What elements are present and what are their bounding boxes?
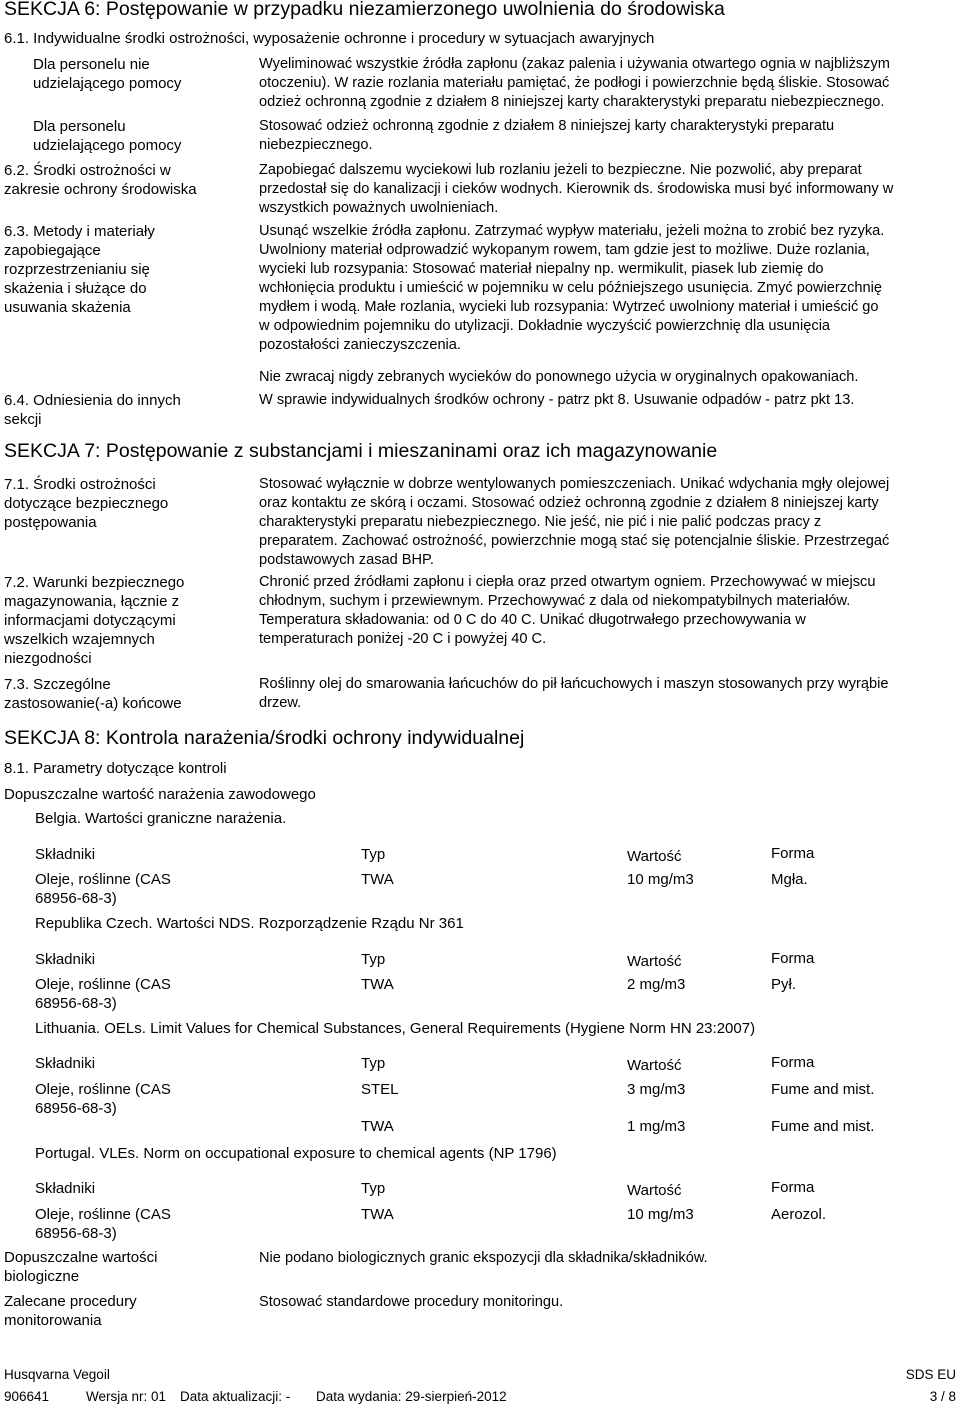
footer-product: Husqvarna Vegoil xyxy=(4,1367,110,1382)
subsection-6-1-title: 6.1. Indywidualne środki ostrożności, wyposażenie ochronne i procedury w sytuacjach awaryjnych xyxy=(4,30,655,47)
header-type: Typ xyxy=(361,951,386,968)
table-cell-form: Fume and mist. xyxy=(771,1081,875,1098)
label-7-2: 7.2. Warunki bezpiecznego magazynowania, łącznie z informacjami dotyczącymi wszelkich wzajemnych niezgodności xyxy=(4,574,185,667)
table-cell-component: Oleje, roślinne (CAS 68956-68-3) xyxy=(35,1206,171,1242)
table-cell-component: Oleje, roślinne (CAS 68956-68-3) xyxy=(35,1081,171,1117)
table-cell-form: Fume and mist. xyxy=(771,1118,875,1135)
label-non-emergency-personnel: Dla personelu nie udzielającego pomocy xyxy=(33,56,182,92)
table-cell-type: TWA xyxy=(361,1118,394,1135)
table-title-czech: Republika Czech. Wartości NDS. Rozporządzenie Rządu Nr 361 xyxy=(35,915,464,932)
table-cell-type: TWA xyxy=(361,871,394,888)
table-title-lithuania: Lithuania. OELs. Limit Values for Chemical Substances, General Requirements (Hygiene Norm HN 23:2007) xyxy=(35,1020,756,1037)
header-components: Składniki xyxy=(35,1055,96,1072)
text-emergency-responders: Stosować odzież ochronną zgodnie z działem 8 niniejszej karty charakterystyki preparatu niebezpiecznego. xyxy=(259,118,835,153)
text-7-3: Roślinny olej do smarowania łańcuchów do pił łańcuchowych i maszyn stosowanych przy wyrąbie drzew. xyxy=(259,676,889,711)
table-title-portugal: Portugal. VLEs. Norm on occupational exposure to chemical agents (NP 1796) xyxy=(35,1145,557,1162)
table-cell-value: 1 mg/m3 xyxy=(627,1118,686,1135)
table-cell-type: TWA xyxy=(361,1206,394,1223)
text-6-4: W sprawie indywidualnych środków ochrony - patrz pkt 8. Usuwanie odpadów - patrz pkt 13. xyxy=(259,392,855,408)
text-non-emergency-personnel: Wyeliminować wszystkie źródła zapłonu (zakaz palenia i używania otwartego ognia w najbliższym otoczeniu). W razie rozlania materiału pamiętać, że podłogi i powierzchnie będą śliskie. Stosować odzież ochronną zgodnie z działem 8 niniejszej karty charakterystyki preparatu niebezpiecznego. xyxy=(259,56,890,110)
subsection-8-1-title: 8.1. Parametry dotyczące kontroli xyxy=(4,760,227,777)
footer-sds: SDS EU xyxy=(905,1367,956,1382)
footer-version: Wersja nr: 01 xyxy=(86,1389,167,1404)
label-6-3: 6.3. Metody i materiały zapobiegające rozprzestrzenianiu się skażenia i służące do usuwania skażenia xyxy=(4,223,155,316)
text-6-2: Zapobiegać dalszemu wyciekowi lub rozlaniu jeżeli to bezpieczne. Nie pozwolić, aby preparat przedostał się do kanalizacji i cieków wodnych. Kierownik ds. środowiska musi być informowany w wszystkich poważnych uwolnieniach. xyxy=(259,162,894,216)
label-6-4: 6.4. Odniesienia do innych sekcji xyxy=(4,392,181,428)
table-cell-form: Mgła. xyxy=(771,871,808,888)
occupational-limits-title: Dopuszczalne wartość narażenia zawodowego xyxy=(4,786,316,803)
footer-issue-date: Data wydania: 29-sierpień-2012 xyxy=(316,1389,507,1404)
header-form: Forma xyxy=(771,845,815,862)
section-8-title: SEKCJA 8: Kontrola narażenia/środki ochrony indywidualnej xyxy=(4,727,525,749)
header-type: Typ xyxy=(361,1055,386,1072)
footer-code: 906641 xyxy=(4,1389,50,1404)
table-cell-form: Aerozol. xyxy=(771,1206,827,1223)
section-6-title: SEKCJA 6: Postępowanie w przypadku niezamierzonego uwolnienia do środowiska xyxy=(4,0,725,20)
table-cell-type: STEL xyxy=(361,1081,399,1098)
table-cell-type: TWA xyxy=(361,976,394,993)
header-value: Wartość xyxy=(627,848,682,865)
footer-page-number: 3 / 8 xyxy=(929,1389,956,1404)
table-cell-value: 3 mg/m3 xyxy=(627,1081,686,1098)
header-value: Wartość xyxy=(627,953,682,970)
header-value: Wartość xyxy=(627,1057,682,1074)
table-cell-value: 10 mg/m3 xyxy=(627,871,694,888)
header-components: Składniki xyxy=(35,951,96,968)
text-7-1: Stosować wyłącznie w dobrze wentylowanych pomieszczeniach. Unikać wdychania mgły olejowej oraz kontaktu ze skórą i oczami. Stosować odzież ochronną zgodnie z działem 8 niniejszej karty charakterystyki preparatu niebezpiecznego. Nie jeść, nie pić i nie palić podczas pracy z preparatem. Zachować ostrożność, powierzchnie mogą stać się potencjalnie śliskie. Przestrzegać podstawowych zasad BHP. xyxy=(259,476,890,568)
text-6-3: Usunąć wszelkie źródła zapłonu. Zatrzymać wypływ materiału, jeżeli można to zrobić bez ryzyka. Uwolniony materiał odprowadzić wykopanym rowem, tam gdzie jest to możliwe. Duże rozlania, wycieki lub rozsypania: Stosować materiał niepalny np. wermikulit, piasek lub ziemię do wchłonięcia produktu i umieścić w pojemniku w celu późniejszego usunięcia. Zmyć powierzchnię mydłem i wodą. Małe rozlania, wycieki lub rozsypania: Wytrzeć uwolniony materiał i umieścić go w odpowiednim pojemniku do utylizacji. Dokładnie wyczyścić powierzchnię dla usunięcia pozostałości zanieczyszczenia. xyxy=(259,223,885,353)
text-biological-limits: Nie podano biologicznych granic ekspozycji dla składnika/składników. xyxy=(259,1250,708,1266)
text-7-2: Chronić przed źródłami zapłonu i ciepła oraz przed otwartym ogniem. Przechowywać w miejscu chłodnym, suchym i przewiewnym. Przechowywać z dala od niekompatybilnych materiałów. Temperatura składowania: od 0 C do 40 C. Unikać długotrwałego przechowywania w temperaturach poniżej -20 C i powyżej 40 C. xyxy=(259,574,876,647)
table-cell-component: Oleje, roślinne (CAS 68956-68-3) xyxy=(35,976,171,1012)
table-cell-component: Oleje, roślinne (CAS 68956-68-3) xyxy=(35,871,171,907)
text-monitoring: Stosować standardowe procedury monitoringu. xyxy=(259,1294,564,1310)
table-cell-value: 10 mg/m3 xyxy=(627,1206,694,1223)
header-value: Wartość xyxy=(627,1182,682,1199)
section-7-title: SEKCJA 7: Postępowanie z substancjami i mieszaninami oraz ich magazynowanie xyxy=(4,440,718,462)
label-6-2: 6.2. Środki ostrożności w zakresie ochrony środowiska xyxy=(4,162,197,198)
header-form: Forma xyxy=(771,1179,815,1196)
header-form: Forma xyxy=(771,950,815,967)
label-monitoring: Zalecane procedury monitorowania xyxy=(4,1293,137,1329)
label-biological-limits: Dopuszczalne wartości biologiczne xyxy=(4,1249,158,1285)
header-form: Forma xyxy=(771,1054,815,1071)
table-title-belgium: Belgia. Wartości graniczne narażenia. xyxy=(35,810,287,827)
label-emergency-responders: Dla personelu udzielającego pomocy xyxy=(33,118,182,154)
text-6-3-extra: Nie zwracaj nigdy zebranych wycieków do ponownego użycia w oryginalnych opakowaniach. xyxy=(259,369,859,385)
header-type: Typ xyxy=(361,1180,386,1197)
table-cell-value: 2 mg/m3 xyxy=(627,976,686,993)
header-type: Typ xyxy=(361,846,386,863)
table-cell-form: Pył. xyxy=(771,976,797,993)
footer-update-date: Data aktualizacji: - xyxy=(180,1389,291,1404)
header-components: Składniki xyxy=(35,846,96,863)
header-components: Składniki xyxy=(35,1180,96,1197)
label-7-3: 7.3. Szczególne zastosowanie(-a) końcowe xyxy=(4,676,182,712)
label-7-1: 7.1. Środki ostrożności dotyczące bezpiecznego postępowania xyxy=(4,476,169,531)
